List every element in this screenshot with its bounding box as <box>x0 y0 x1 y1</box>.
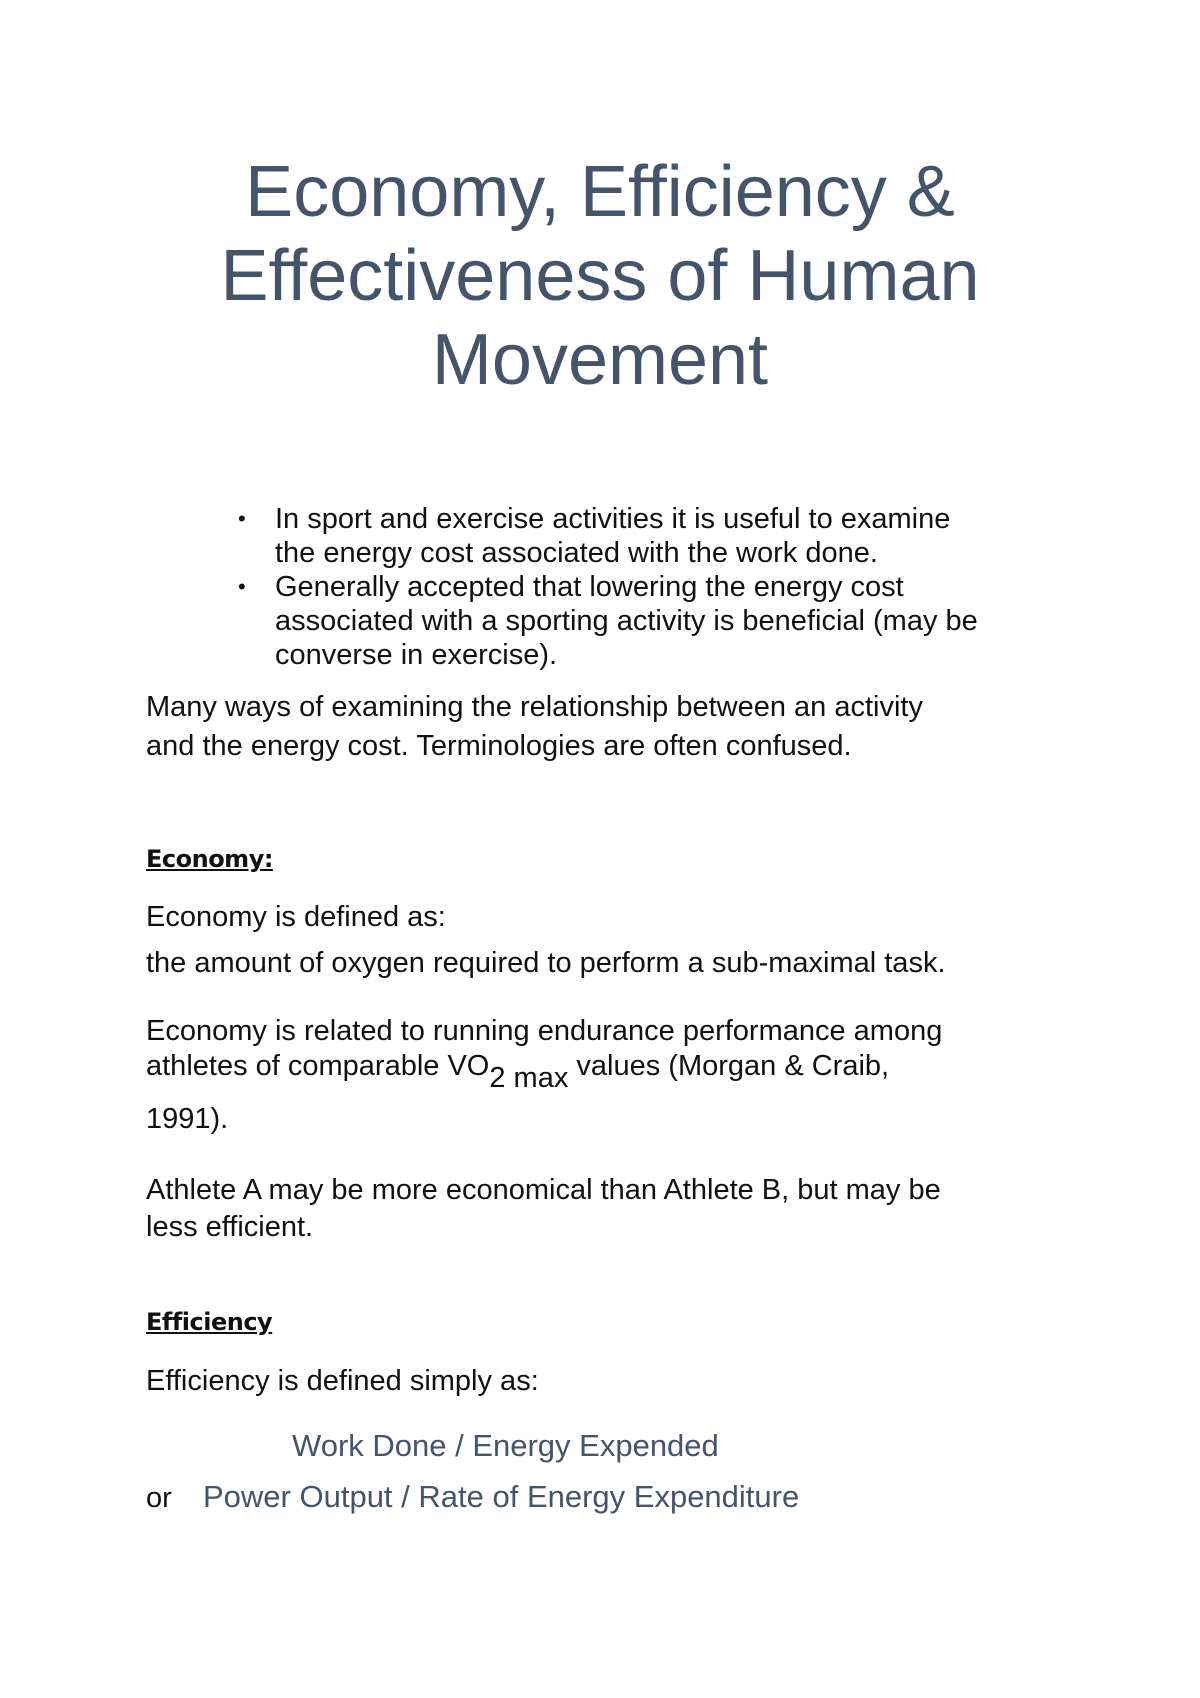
economy-heading: Economy: <box>146 845 273 873</box>
economy-related-line <box>146 1046 890 1094</box>
vo2max-subscript: 2 max <box>489 1062 569 1094</box>
economy-related-line: Economy is related to running endurance performance among <box>146 1015 943 1047</box>
bullet-line: associated with a sporting activity is beneficial (may be <box>275 605 978 637</box>
bullet-item <box>238 570 978 672</box>
economy-related-text: athletes of comparable VO <box>146 1050 490 1082</box>
bullet-line: Generally accepted that lowering the energy cost <box>275 571 904 603</box>
page-title <box>0 150 1200 402</box>
economy-related-line: 1991). <box>146 1103 229 1135</box>
bullet-list <box>238 502 978 672</box>
title-line-2: Effectiveness of Human <box>220 236 980 316</box>
title-line-3: Movement <box>431 320 769 400</box>
intro-line: Many ways of examining the relationship between an activity <box>146 691 923 723</box>
bullet-line: converse in exercise). <box>275 639 558 671</box>
bullet-line: the energy cost associated with the work done. <box>275 537 878 569</box>
efficiency-defined-as: Efficiency is defined simply as: <box>146 1365 539 1397</box>
economy-definition: the amount of oxygen required to perform a sub-maximal task. <box>146 947 946 979</box>
athlete-paragraph <box>146 1172 1106 1246</box>
efficiency-heading: Efficiency <box>146 1308 273 1336</box>
bullet-marker: • <box>238 506 246 531</box>
economy-related-text: values (Morgan & Craib, <box>568 1050 890 1082</box>
or-connector: or <box>146 1482 172 1514</box>
athlete-line: less efficient. <box>146 1211 314 1243</box>
economy-defined-as: Economy is defined as: <box>146 901 446 933</box>
efficiency-formula-work: Work Done / Energy Expended <box>292 1428 719 1463</box>
efficiency-formula-power: Power Output / Rate of Energy Expenditure <box>203 1479 800 1514</box>
bullet-line: In sport and exercise activities it is useful to examine <box>275 503 951 535</box>
intro-line: and the energy cost. Terminologies are often confused. <box>146 730 852 762</box>
bullet-item <box>238 502 978 570</box>
athlete-line: Athlete A may be more economical than Athlete B, but may be <box>146 1174 941 1206</box>
title-line-1: Economy, Efficiency & <box>245 152 955 232</box>
bullet-marker: • <box>238 574 246 599</box>
intro-paragraph <box>146 688 1106 766</box>
